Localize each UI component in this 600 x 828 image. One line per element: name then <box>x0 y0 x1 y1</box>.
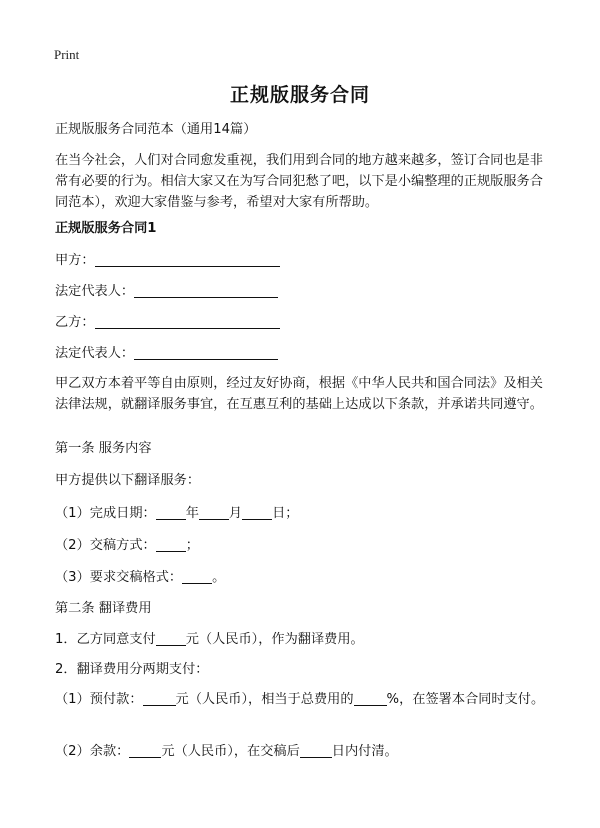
party-b-label: 乙方： <box>55 315 95 330</box>
delivery-method-blank <box>156 536 186 552</box>
prepay-amount-blank <box>143 690 176 706</box>
fee-2-line: 2．翻译费用分两期支付： <box>55 662 209 677</box>
fee-amount-blank <box>156 630 186 646</box>
article-1-heading: 第一条 服务内容 <box>55 441 152 456</box>
item-3-line <box>55 567 555 588</box>
fee-1-suffix: 元（人民币），作为翻译费用。 <box>185 632 364 647</box>
payment-2-suffix: 日内付清。 <box>331 744 398 759</box>
legal-rep-b-line <box>55 343 555 364</box>
legal-rep-a-line <box>55 281 555 302</box>
format-blank <box>182 568 212 584</box>
payment-1-label: （1）预付款： <box>55 692 143 707</box>
print-link[interactable]: Print <box>54 47 80 62</box>
party-a-blank <box>95 251 280 267</box>
year-blank <box>156 504 186 520</box>
month-blank <box>199 504 229 520</box>
article-1-lead: 甲方提供以下翻译服务： <box>55 473 201 488</box>
party-a-line <box>55 250 555 271</box>
year-label: 年 <box>185 506 199 521</box>
fee-1-label: 1．乙方同意支付 <box>55 632 156 647</box>
payment-1-mid: 元（人民币），相当于总费用的 <box>175 692 354 707</box>
intro-paragraph: 在当今社会，人们对合同愈发重视，我们用到合同的地方越来越多，签订合同也是非常有必要的行为。相信大家又在为写合同犯愁了吧，以下是小编整理的正规版服务合同范本），欢迎大家借鉴与参考，希望对大家有所帮助。 <box>55 153 543 210</box>
payment-1-suffix: %，在签署本合同时支付。 <box>386 692 545 707</box>
item-2-suffix: ； <box>185 538 199 553</box>
legal-rep-b-blank <box>134 344 278 360</box>
article-2-heading: 第二条 翻译费用 <box>55 601 152 616</box>
party-a-label: 甲方： <box>55 253 95 268</box>
section-heading: 正规版服务合同1 <box>55 221 157 236</box>
legal-rep-a-label: 法定代表人： <box>55 284 135 299</box>
document-title: 正规版服务合同 <box>229 84 370 106</box>
item-1-line <box>55 503 555 524</box>
month-label: 月 <box>228 506 243 521</box>
document-subtitle: 正规版服务合同范本（通用14篇） <box>55 122 257 137</box>
payment-2-label: （2）余款： <box>55 744 130 759</box>
preamble-paragraph: 甲乙双方本着平等自由原则，经过友好协商，根据《中华人民共和国合同法》及相关法律法规，就翻译服务事宜，在互惠互利的基础上达成以下条款，并承诺共同遵守。 <box>55 376 543 412</box>
item-3-label: （3）要求交稿格式： <box>55 570 183 585</box>
day-label: 日； <box>272 506 299 521</box>
days-blank <box>300 742 332 758</box>
item-2-line <box>55 535 555 556</box>
item-2-label: （2）交稿方式： <box>55 538 156 553</box>
payment-2-mid: 元（人民币），在交稿后 <box>161 744 300 759</box>
day-blank <box>242 504 272 520</box>
item-1-label: （1）完成日期： <box>55 506 156 521</box>
legal-rep-b-label: 法定代表人： <box>55 346 135 361</box>
legal-rep-a-blank <box>134 282 278 298</box>
payment-1-paragraph <box>55 689 555 710</box>
balance-amount-blank <box>129 742 161 758</box>
percent-blank <box>354 690 387 706</box>
party-b-blank <box>95 313 280 329</box>
fee-1-line <box>55 629 555 650</box>
party-b-line <box>55 312 555 333</box>
payment-2-line <box>55 741 555 762</box>
item-3-suffix: 。 <box>212 570 226 585</box>
